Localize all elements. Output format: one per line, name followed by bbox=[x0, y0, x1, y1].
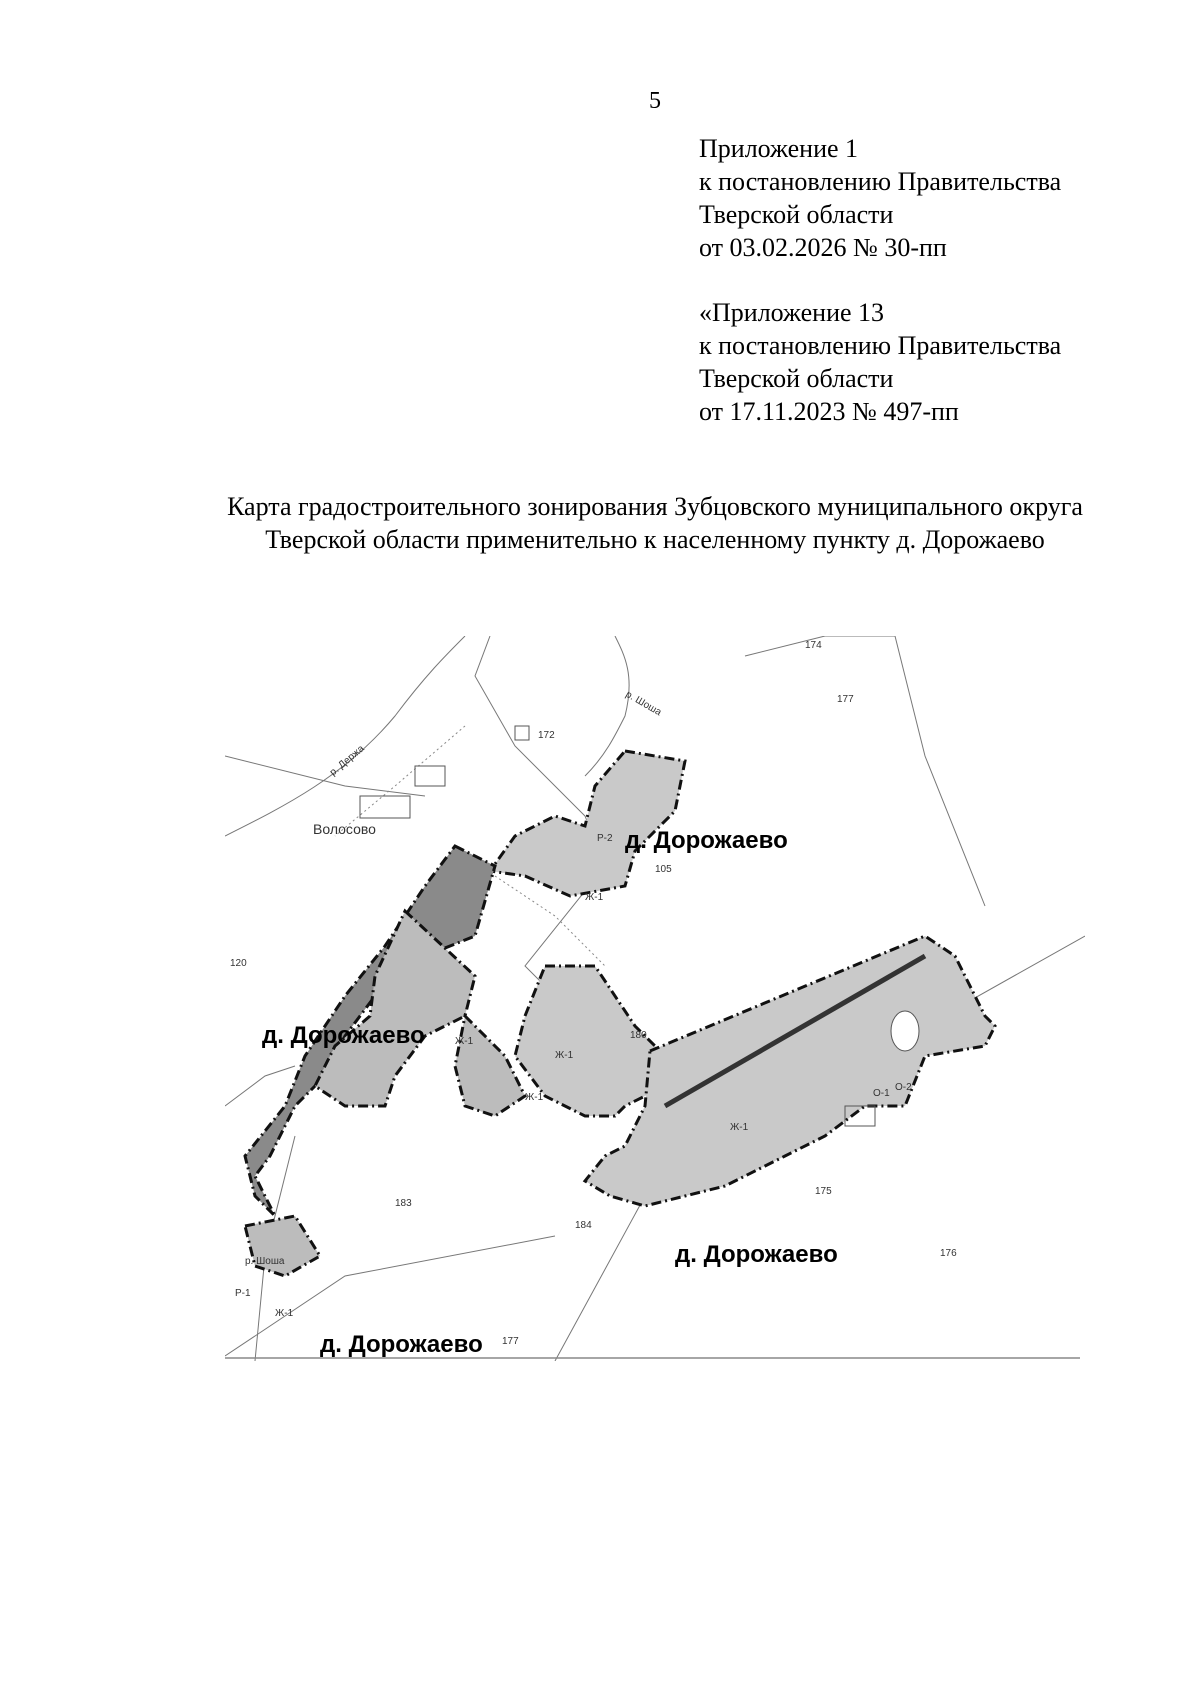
appendix-13-line: «Приложение 13 bbox=[699, 298, 885, 327]
pond bbox=[891, 1011, 919, 1051]
appendix-1-block bbox=[699, 132, 1061, 264]
appendix-1-line: к постановлению Правительства bbox=[699, 167, 1062, 196]
zone-code: Ж-1 bbox=[525, 1092, 544, 1103]
plot-number: 176 bbox=[940, 1248, 957, 1259]
zone-code: Ж-1 bbox=[455, 1036, 474, 1047]
plot-number: 120 bbox=[230, 958, 247, 969]
plot-number: 183 bbox=[395, 1198, 412, 1209]
village-block bbox=[415, 766, 445, 786]
village-block bbox=[515, 726, 529, 740]
plot-number: 177 bbox=[837, 694, 854, 705]
settlement-label: д. Дорожаево bbox=[675, 1241, 838, 1268]
settlement-label: д. Дорожаево bbox=[625, 827, 788, 854]
zone-code: О-2 bbox=[895, 1082, 912, 1093]
page-number: 5 bbox=[649, 88, 661, 114]
plot-number: 172 bbox=[538, 730, 555, 741]
village-block bbox=[360, 796, 410, 818]
zone-code: Ж-1 bbox=[730, 1122, 749, 1133]
appendix-13-line: Тверской области bbox=[699, 364, 894, 393]
appendix-1-line: Тверской области bbox=[699, 200, 894, 229]
river-label: р. Держа bbox=[327, 743, 367, 779]
settlement-label: д. Дорожаево bbox=[320, 1331, 483, 1358]
zone-code: Р-2 bbox=[597, 833, 613, 844]
zone-code: О-1 bbox=[873, 1088, 890, 1099]
plot-number: 175 bbox=[815, 1186, 832, 1197]
map-boundary-line bbox=[225, 756, 425, 796]
appendix-13-line: к постановлению Правительства bbox=[699, 331, 1062, 360]
appendix-1-line: от 03.02.2026 № 30-пп bbox=[699, 233, 947, 262]
village-label: Волосово bbox=[313, 821, 376, 837]
river-label: р. Шоша bbox=[623, 689, 664, 719]
document-title bbox=[0, 490, 1200, 556]
appendix-13-line: от 17.11.2023 № 497-пп bbox=[699, 397, 959, 426]
appendix-13-block bbox=[699, 296, 1061, 428]
zone-code: Ж-1 bbox=[585, 892, 604, 903]
plot-number: 174 bbox=[805, 640, 822, 651]
river-label: р. Шоша bbox=[245, 1256, 285, 1267]
map-boundary-line bbox=[225, 1066, 295, 1106]
map-river-line bbox=[225, 636, 465, 836]
zoning-map-drawing bbox=[225, 636, 1085, 1361]
plot-number: 105 bbox=[655, 864, 672, 875]
appendix-1-line: Приложение 1 bbox=[699, 134, 859, 163]
map-boundary-line bbox=[745, 636, 985, 906]
zoning-map bbox=[225, 636, 1085, 1361]
plot-number: 184 bbox=[575, 1220, 592, 1231]
document-title-line: Тверской области применительно к населенному пункту д. Дорожаево bbox=[265, 525, 1045, 554]
zone-code: Ж-1 bbox=[275, 1308, 294, 1319]
zone-west-2 bbox=[455, 1016, 525, 1116]
zone-code: Ж-1 bbox=[555, 1050, 574, 1061]
zone-southwest bbox=[245, 1216, 320, 1276]
settlement-label: д. Дорожаево bbox=[262, 1022, 425, 1049]
zone-code: Р-1 bbox=[235, 1288, 251, 1299]
plot-number: 177 bbox=[502, 1336, 519, 1347]
document-title-line: Карта градостроительного зонирования Зубцовского муниципального округа bbox=[227, 492, 1083, 521]
plot-number: 180 bbox=[630, 1030, 647, 1041]
